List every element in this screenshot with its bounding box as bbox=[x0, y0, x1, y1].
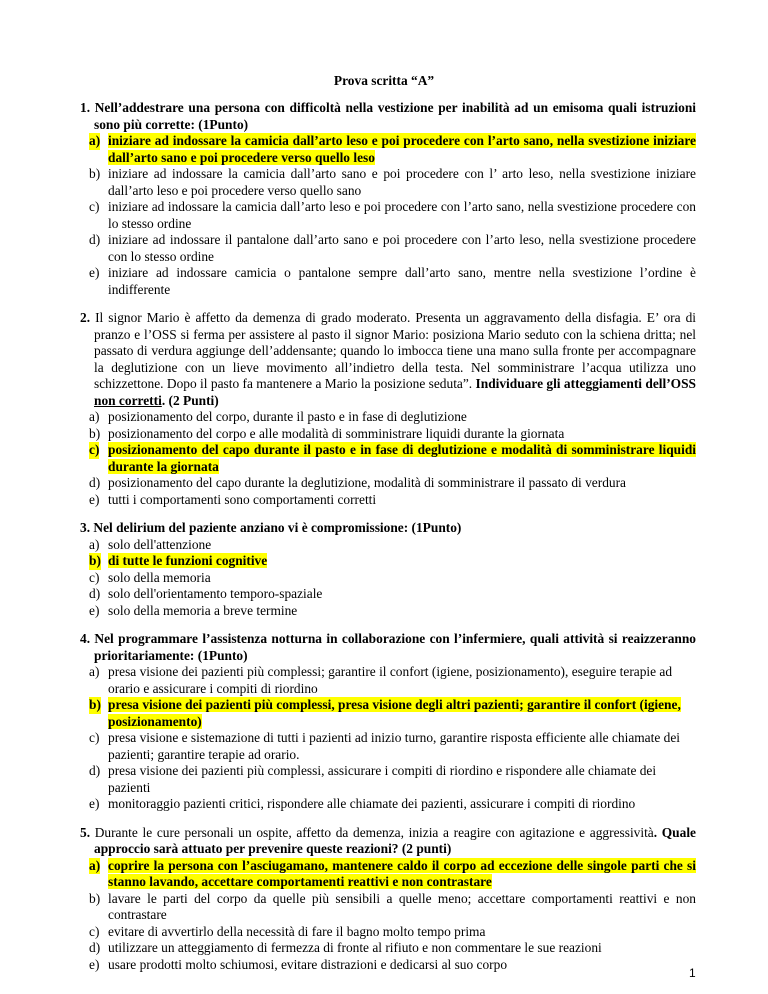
option-text: evitare di avvertirlo della necessità di fare il bagno molto tempo prima bbox=[108, 923, 486, 939]
question-text: Nel delirium del paziente anziano vi è compromissione: (1Punto) bbox=[93, 520, 462, 535]
option-d bbox=[80, 586, 696, 603]
question-text: Durante le cure personali un ospite, affetto da demenza, inizia a reagire con agitazione e aggressività bbox=[94, 824, 654, 840]
option-letter: d) bbox=[89, 940, 101, 955]
option-e bbox=[80, 957, 696, 974]
option-letter: c) bbox=[89, 730, 100, 745]
option-letter: e) bbox=[89, 602, 100, 618]
option-d bbox=[80, 475, 696, 492]
option-text: presa visione e sistemazione di tutti i pazienti ad inizio turno, garantire risposta efficiente alle chiamate dei pazienti; garantire terapie ad orario. bbox=[108, 730, 680, 762]
option-a bbox=[80, 664, 696, 697]
option-text: solo dell'attenzione bbox=[108, 536, 212, 552]
question-stem bbox=[80, 825, 696, 858]
question-stem bbox=[80, 100, 696, 133]
option-b bbox=[80, 891, 696, 924]
question-stem bbox=[80, 310, 696, 409]
option-text: presa visione dei pazienti più complessi, assicurare i compiti di riordino e rispondere alle chiamate dei pazienti bbox=[108, 763, 657, 795]
option-letter: e) bbox=[89, 265, 100, 280]
option-text: di tutte le funzioni cognitive bbox=[108, 553, 268, 568]
option-text: usare prodotti molto schiumosi, evitare distrazioni e dedicarsi al suo corpo bbox=[108, 956, 508, 972]
page-number: 1 bbox=[689, 966, 696, 980]
option-letter: b) bbox=[89, 425, 101, 441]
question-3 bbox=[80, 520, 696, 619]
option-letter: e) bbox=[89, 796, 100, 811]
option-text: coprire la persona con l’asciugamano, mantenere caldo il corpo ad eccezione delle singole parti che si stanno lavando, accettare comportamenti reattivi e non contrastare bbox=[108, 857, 696, 889]
option-letter: c) bbox=[89, 442, 100, 457]
option-text: solo della memoria a breve termine bbox=[108, 602, 298, 618]
option-letter: e) bbox=[89, 491, 100, 507]
option-text: posizionamento del capo durante il pasto e in fase di deglutizione e modalità di somministrare liquidi durante la giornata bbox=[108, 442, 696, 474]
question-instruction: Individuare gli atteggiamenti dell’OSS bbox=[475, 376, 696, 391]
option-text: posizionamento del corpo e alle modalità di somministrare liquidi durante la giornata bbox=[108, 425, 565, 441]
option-letter: b) bbox=[89, 890, 101, 906]
option-letter: e) bbox=[89, 956, 100, 972]
option-letter: a) bbox=[89, 536, 100, 552]
question-4 bbox=[80, 631, 696, 813]
option-text: iniziare ad indossare la camicia dall’arto leso e poi procedere con l’arto sano, nella svestizione procedere con lo stesso ordine bbox=[108, 199, 696, 231]
option-text: monitoraggio pazienti critici, rispondere alle chiamate dei pazienti, assicurare i compiti di riordino bbox=[108, 796, 636, 811]
option-letter: a) bbox=[89, 664, 100, 679]
question-2 bbox=[80, 310, 696, 508]
option-letter: d) bbox=[89, 763, 101, 778]
option-text: iniziare ad indossare il pantalone dall’arto sano e poi procedere con l’arto leso, nella svestizione procedere con lo stesso ordine bbox=[108, 232, 696, 264]
question-instruction-underlined: non corretti bbox=[94, 392, 162, 408]
option-letter: a) bbox=[89, 409, 100, 424]
option-c bbox=[80, 730, 696, 763]
question-text: Nel programmare l’assistenza notturna in collaborazione con l’infermiere, quali attività si reaizzeranno prioritariamente: (1Punto) bbox=[94, 631, 696, 663]
option-letter: c) bbox=[89, 923, 100, 939]
option-text: utilizzare un atteggiamento di fermezza di fronte al rifiuto e non commentare le sue reazioni bbox=[108, 940, 602, 955]
option-text: posizionamento del corpo, durante il pasto e in fase di deglutizione bbox=[108, 409, 467, 424]
option-d bbox=[80, 232, 696, 265]
option-list bbox=[80, 664, 696, 813]
option-list bbox=[80, 858, 696, 974]
question-list bbox=[80, 100, 696, 985]
option-list bbox=[80, 409, 696, 508]
option-letter: a) bbox=[89, 133, 101, 148]
option-text: solo dell'orientamento temporo-spaziale bbox=[108, 586, 323, 601]
option-e bbox=[80, 265, 696, 298]
page-title: Prova scritta “A” bbox=[333, 73, 435, 88]
option-text: lavare le parti del corpo da quelle più sensibili a quelle meno; accettare comportamenti reattivi e non contrastare bbox=[108, 890, 696, 922]
option-c bbox=[80, 442, 696, 475]
option-a bbox=[80, 133, 696, 166]
option-c bbox=[80, 199, 696, 232]
question-instruction: . Quale approccio sarà attuato per prevenire queste reazioni? (2 punti) bbox=[94, 824, 696, 856]
option-letter: d) bbox=[89, 232, 101, 247]
option-b bbox=[80, 553, 696, 570]
option-text: iniziare ad indossare la camicia dall’arto leso e poi procedere con l’arto sano, nella svestizione iniziare dall’arto sano e poi procedere verso quello leso bbox=[108, 133, 696, 165]
option-letter: b) bbox=[89, 166, 101, 181]
question-text: Il signor Mario è affetto da demenza di grado moderato. Presenta un aggravamento della disfagia. E’ ora di pranzo e l’OSS si ferma per assistere al pasto il signor Mario: posiziona Mario seduto con la schiena dritta; nel passato di verdura aggiunge dell’addensante; quando lo imbocca tiene una mano sulla fronte per accompagnare la deglutizione con un lieve movimento all’indietro della testa. Nel somministrare l’acqua utilizza uno schizzettone. Dopo il pasto fa mantenere a Mario la posizione seduta”. bbox=[94, 310, 696, 391]
option-text: presa visione dei pazienti più complessi; garantire il confort (igiene, posizionamento), eseguire terapie ad orario e assicurare i compiti di riordino bbox=[108, 664, 673, 696]
option-a bbox=[80, 858, 696, 891]
question-5 bbox=[80, 825, 696, 974]
option-letter: b) bbox=[89, 697, 101, 712]
option-letter: b) bbox=[89, 553, 101, 568]
option-c bbox=[80, 924, 696, 941]
question-text: Nell’addestrare una persona con difficoltà nella vestizione per inabilità ad un emisoma quali istruzioni sono più corrette: (1Punto) bbox=[94, 100, 696, 132]
option-b bbox=[80, 166, 696, 199]
question-number: 2. bbox=[80, 310, 91, 325]
option-letter: a) bbox=[89, 857, 101, 873]
option-b bbox=[80, 697, 696, 730]
option-b bbox=[80, 426, 696, 443]
question-number: 3. bbox=[80, 520, 91, 535]
question-stem bbox=[80, 631, 696, 664]
option-text: iniziare ad indossare la camicia dall’arto sano e poi procedere con l’ arto leso, nella svestizione iniziare dall’arto leso e poi procedere verso quello sano bbox=[108, 166, 696, 198]
option-text: posizionamento del capo durante la deglutizione, modalità di somministrare il passato di verdura bbox=[108, 475, 626, 490]
option-list bbox=[80, 537, 696, 620]
option-e bbox=[80, 796, 696, 813]
question-number: 1. bbox=[80, 100, 91, 115]
question-points: . (2 Punti) bbox=[161, 392, 219, 408]
option-e bbox=[80, 492, 696, 509]
option-a bbox=[80, 537, 696, 554]
option-letter: d) bbox=[89, 475, 101, 490]
option-text: presa visione dei pazienti più complessi, presa visione degli altri pazienti; garantire il confort (igiene, posizionamento) bbox=[108, 697, 681, 729]
question-1 bbox=[80, 100, 696, 298]
option-text: tutti i comportamenti sono comportamenti corretti bbox=[108, 491, 377, 507]
option-letter: c) bbox=[89, 569, 100, 585]
option-d bbox=[80, 940, 696, 957]
question-stem bbox=[80, 520, 696, 537]
option-list bbox=[80, 133, 696, 298]
option-letter: c) bbox=[89, 199, 100, 214]
option-e bbox=[80, 603, 696, 620]
option-letter: d) bbox=[89, 586, 101, 601]
option-text: solo della memoria bbox=[108, 569, 211, 585]
question-number: 5. bbox=[80, 824, 91, 840]
option-d bbox=[80, 763, 696, 796]
option-a bbox=[80, 409, 696, 426]
question-number: 4. bbox=[80, 631, 91, 646]
option-c bbox=[80, 570, 696, 587]
option-text: iniziare ad indossare camicia o pantalone sempre dall’arto sano, mentre nella svestizione l’ordine è indifferente bbox=[108, 265, 696, 297]
